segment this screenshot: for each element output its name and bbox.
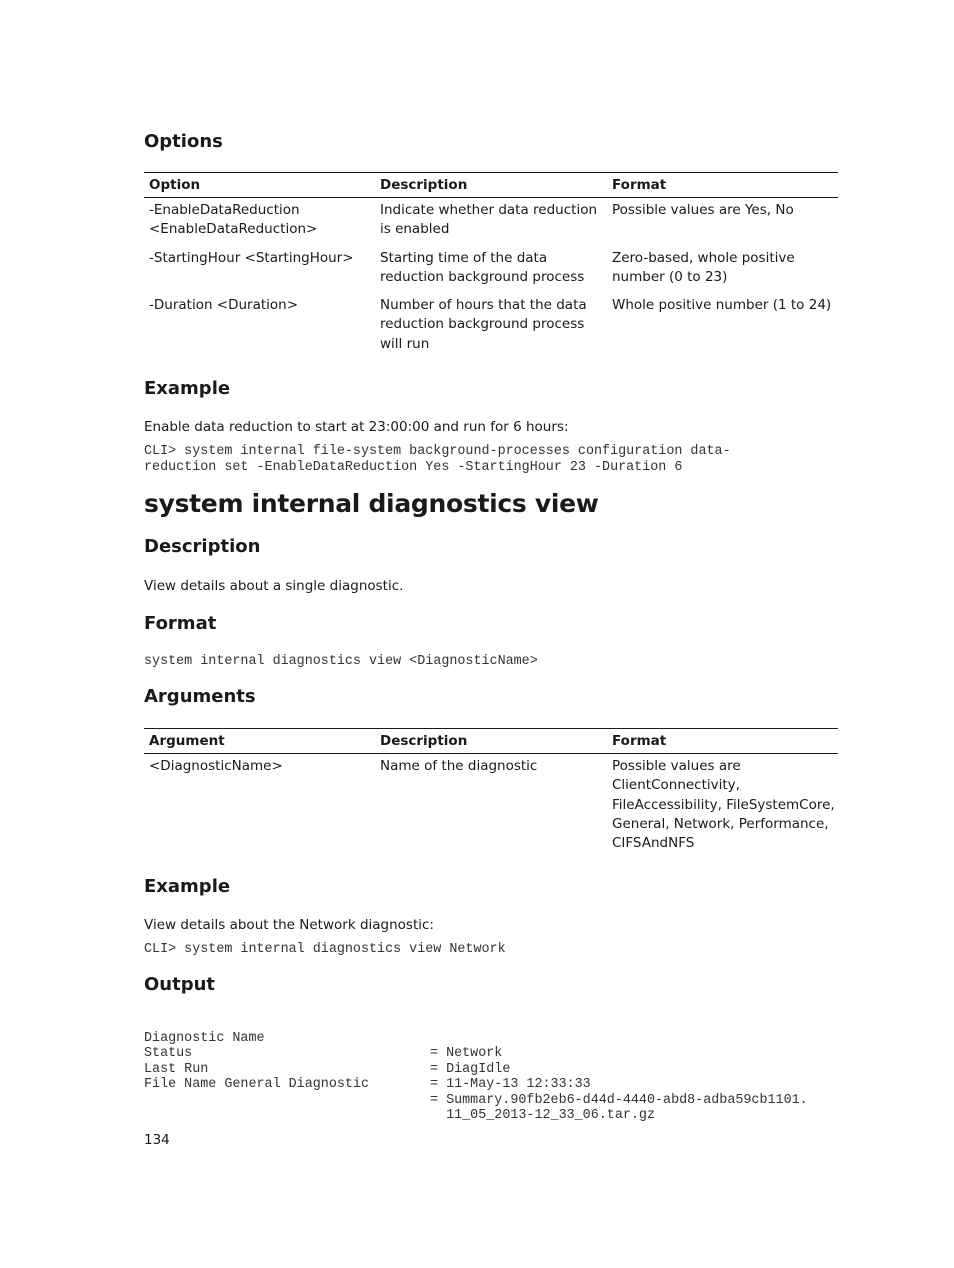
description-cell: Starting time of the data reduction background process — [380, 249, 585, 285]
output-key: Diagnostic Name — [144, 1030, 265, 1046]
output-value: = Summary.90fb2eb6-d44d-4440-abd8-adba59cb1101. — [430, 1092, 808, 1108]
table-row — [144, 249, 838, 288]
example-heading: Example — [144, 876, 231, 897]
output-key: Last Run — [144, 1061, 209, 1077]
column-header-format: Format — [612, 177, 667, 193]
format-cell: Possible values are ClientConnectivity, FileAccessibility, FileSystemCore, General, Network, Performance, CIFSAndNFS — [612, 758, 835, 852]
format-code: system internal diagnostics view <DiagnosticName> — [144, 654, 538, 669]
output-value: = 11-May-13 12:33:33 — [430, 1077, 591, 1092]
output-code-block — [144, 1015, 808, 1123]
example-code-block: CLI> system internal diagnostics view Network — [144, 942, 506, 957]
description-cell: Number of hours that the data reduction background process will run — [380, 297, 587, 352]
option-cell: -EnableDataReduction <EnableDataReduction> — [149, 202, 318, 238]
example-intro-text: View details about the Network diagnostic: — [144, 917, 434, 933]
output-value: = Network — [430, 1046, 503, 1061]
column-header-option: Option — [149, 177, 201, 193]
output-heading: Output — [144, 974, 216, 995]
table-header-row — [144, 729, 838, 753]
description-heading: Description — [144, 536, 261, 557]
format-cell: Zero-based, whole positive number (0 to 23) — [612, 249, 795, 285]
option-cell: -Duration <Duration> — [149, 297, 299, 314]
output-key: Status — [144, 1046, 193, 1061]
format-cell: Possible values are Yes, No — [612, 202, 794, 218]
table-header-row — [144, 173, 838, 197]
command-title: system internal diagnostics view — [144, 489, 599, 518]
page-number: 134 — [144, 1132, 170, 1148]
options-heading: Options — [144, 131, 223, 152]
options-table — [144, 172, 838, 354]
example-intro-text: Enable data reduction to start at 23:00:00 and run for 6 hours: — [144, 419, 569, 435]
description-cell: Indicate whether data reduction is enabled — [380, 202, 598, 238]
column-header-argument: Argument — [149, 733, 225, 749]
arguments-heading: Arguments — [144, 686, 256, 707]
format-heading: Format — [144, 613, 217, 634]
description-text: View details about a single diagnostic. — [144, 578, 404, 594]
argument-cell: <DiagnosticName> — [149, 758, 283, 774]
output-value: 11_05_2013-12_33_06.tar.gz — [430, 1108, 655, 1123]
example-heading: Example — [144, 378, 231, 399]
table-row — [144, 201, 838, 240]
example-code-block: CLI> system internal file-system background-processes configuration data- reduction set -EnableDataReduction Yes -StartingHour 23 -Duration 6 — [144, 444, 731, 475]
format-cell: Whole positive number (1 to 24) — [612, 297, 832, 314]
output-key: File Name General Diagnostic — [144, 1077, 369, 1092]
column-header-description: Description — [380, 177, 468, 193]
table-header-rule — [144, 197, 838, 198]
output-value: = DiagIdle — [430, 1061, 511, 1077]
description-cell: Name of the diagnostic — [380, 758, 538, 774]
column-header-format: Format — [612, 733, 667, 749]
option-cell: -StartingHour <StartingHour> — [149, 249, 354, 266]
table-row — [144, 296, 838, 354]
table-row — [144, 757, 838, 853]
column-header-description: Description — [380, 733, 468, 749]
table-header-rule — [144, 753, 838, 754]
arguments-table — [144, 728, 838, 853]
